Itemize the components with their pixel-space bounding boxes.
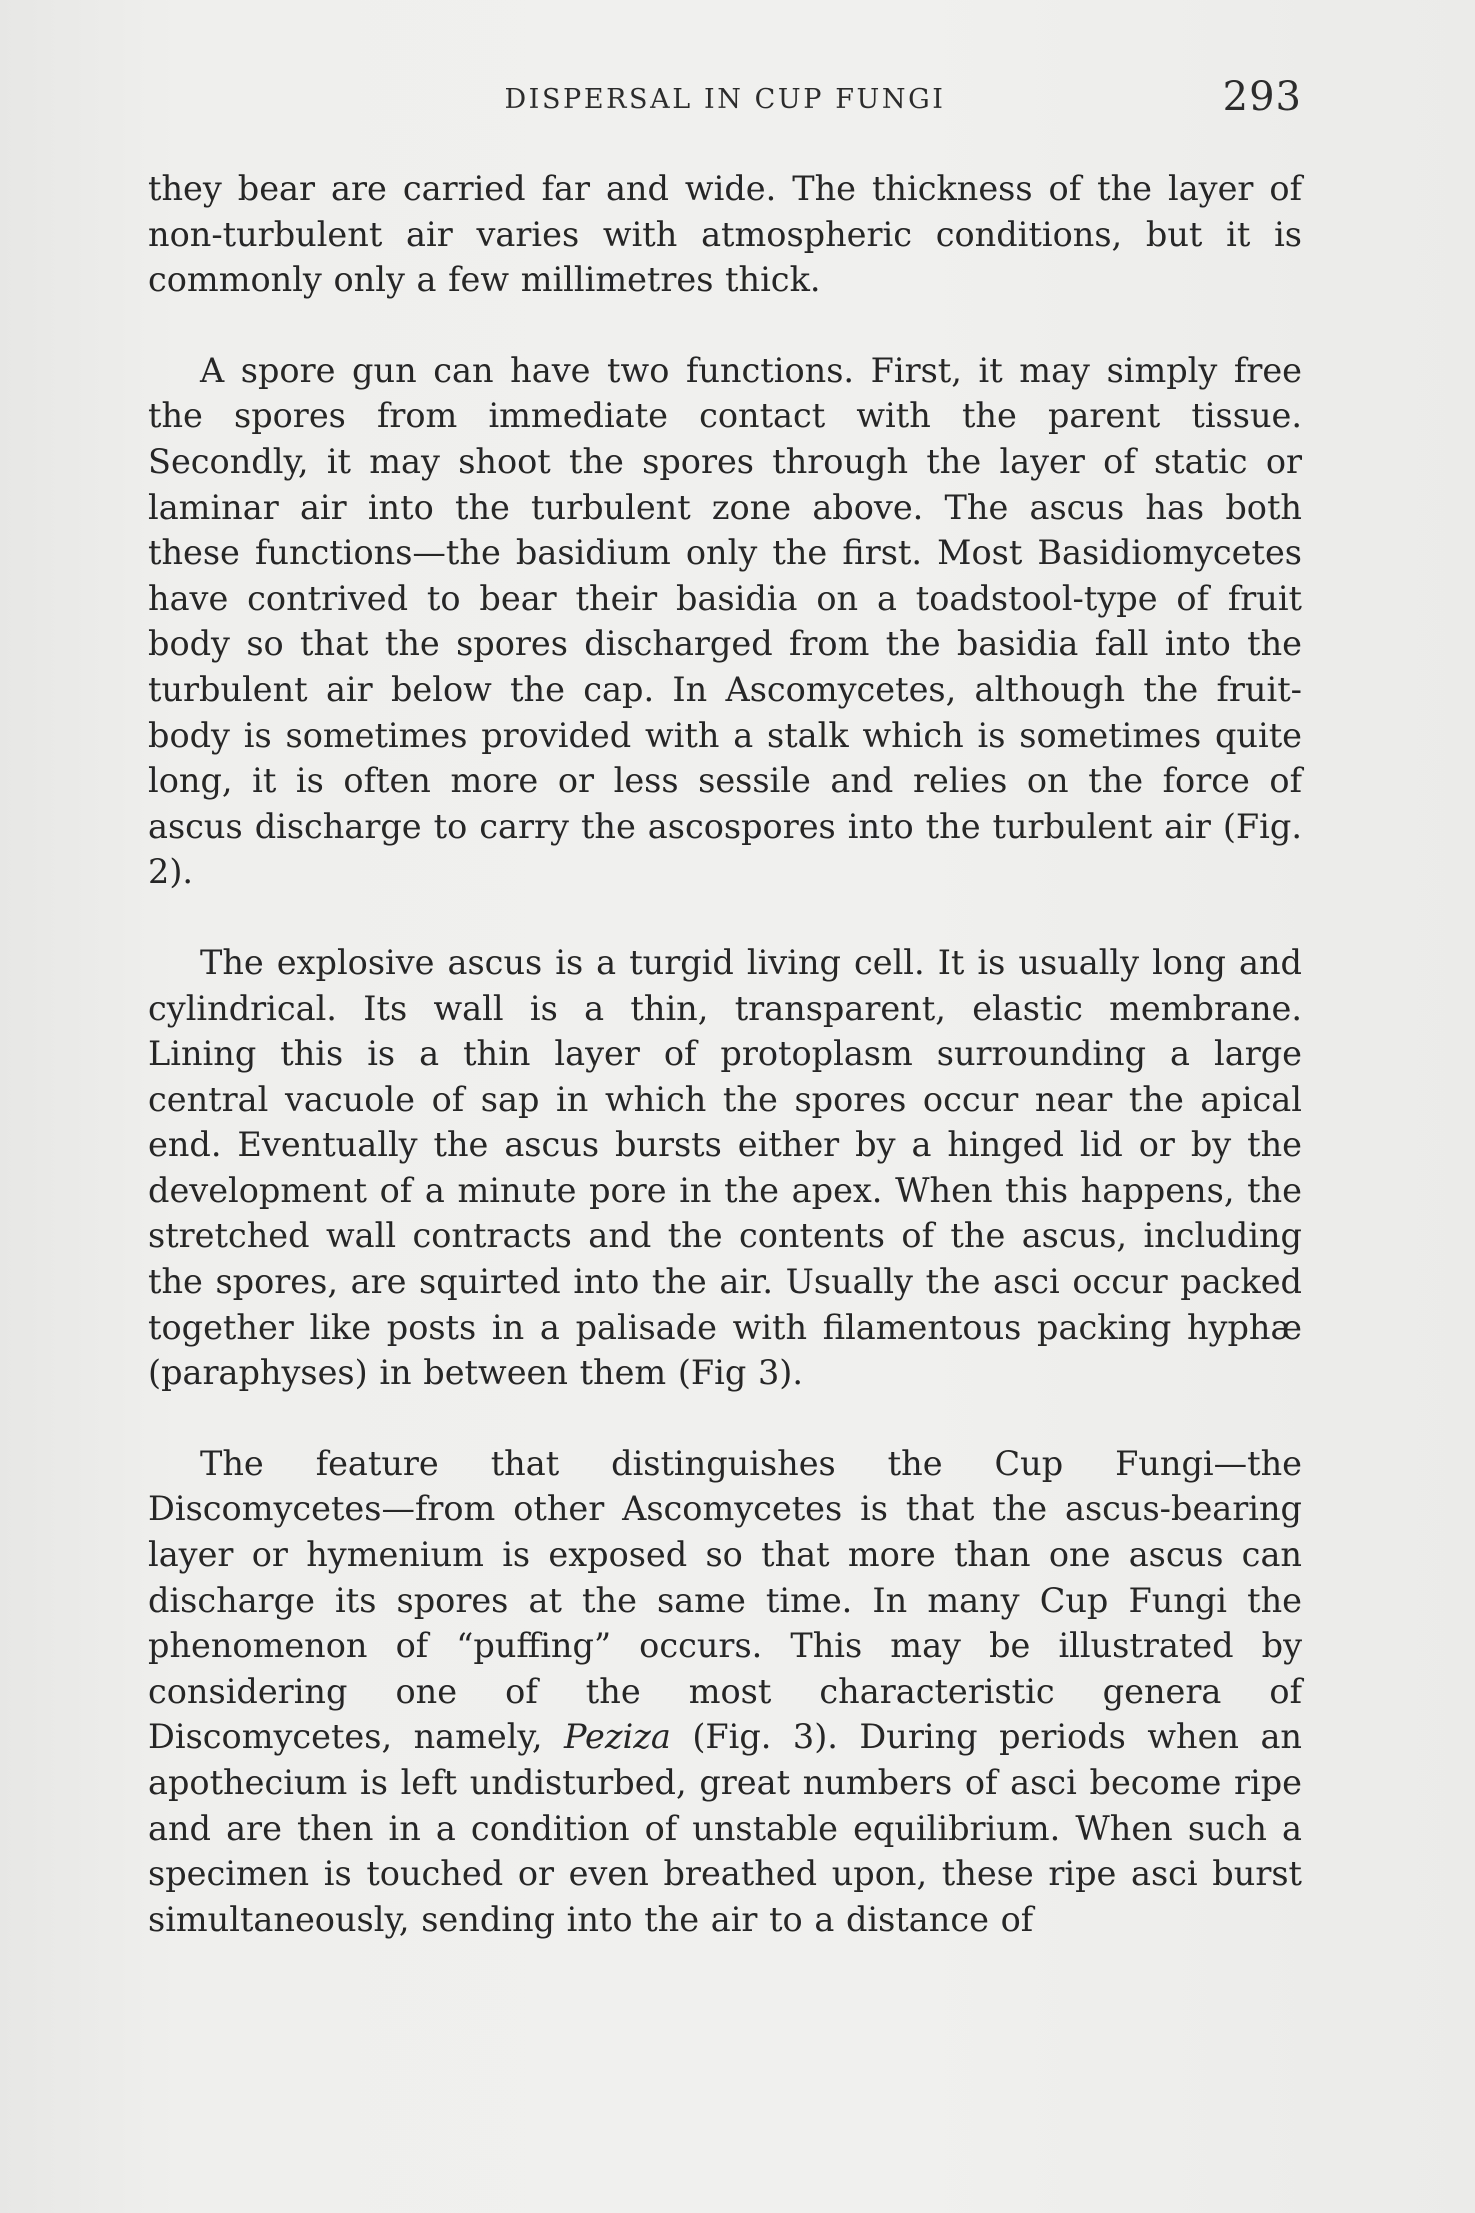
page-number: 293 xyxy=(1222,74,1302,120)
paragraph-spore-gun: A spore gun can have two functions. First, it may simply free the spores from immediate contact with the parent tissue. Secondly, it may shoot the spores through the layer of static or laminar air into the turbulent zone above. The ascus has both these functions—the basidium only the first. Most Basidiomycetes have contrived to bear their basidia on a toadstool-type of fruit body so that the spores discharged from the basidia fall into the turbulent air below the cap. In Ascomycetes, although the fruit-body is sometimes provided with a stalk which is sometimes quite long, it is often more or less sessile and relies on the force of ascus discharge to carry the ascospores into the turbulent air (Fig. 2). xyxy=(148,350,1302,892)
paragraph-continuation: they bear are carried far and wide. The thickness of the layer of non-turbulent air varies with atmospheric conditions, but it is commonly only a few millimetres thick. xyxy=(148,169,1302,300)
running-head: DISPERSAL IN CUP FUNGI xyxy=(504,84,946,115)
paragraph-explosive-ascus: The explosive ascus is a turgid living cell. It is usually long and cylindrical. Its wall is a thin, transparent, elastic membrane. Lining this is a thin layer of protoplasm surrounding a large central vacuole of sap in which the spores occur near the apical end. Eventually the ascus bursts either by a hinged lid or by the development of a minute pore in the apex. When this happens, the stretched wall contracts and the contents of the ascus, including the spores, are squirted into the air. Usually the asci occur packed together like posts in a palisade with filamentous packing hyphæ (paraphyses) in between them (Fig 3). xyxy=(148,942,1302,1393)
body-text xyxy=(148,166,1302,1942)
page-header xyxy=(148,72,1302,132)
genus-name-italic: Peziza xyxy=(564,1717,671,1757)
paragraph-text-after-italic: (Fig. 3). During periods when an apothecium is left undisturbed, great numbers of asci become ripe and are then in a condition of unstable equilibrium. When such a specimen is touched or even breathed upon, these ripe asci burst simultaneously, sending into the air to a distance of xyxy=(148,1717,1302,1939)
paragraph-cup-fungi xyxy=(148,1441,1302,1943)
paragraph-text-before-italic: The feature that distinguishes the Cup Fungi—the Discomycetes—from other Ascomycetes is that the ascus-bearing layer or hymenium is exposed so that more than one ascus can discharge its spores at the same time. In many Cup Fungi the phenomenon of “puffing” occurs. This may be illustrated by considering one of the most characteristic genera of Discomycetes, namely, xyxy=(148,1443,1302,1757)
